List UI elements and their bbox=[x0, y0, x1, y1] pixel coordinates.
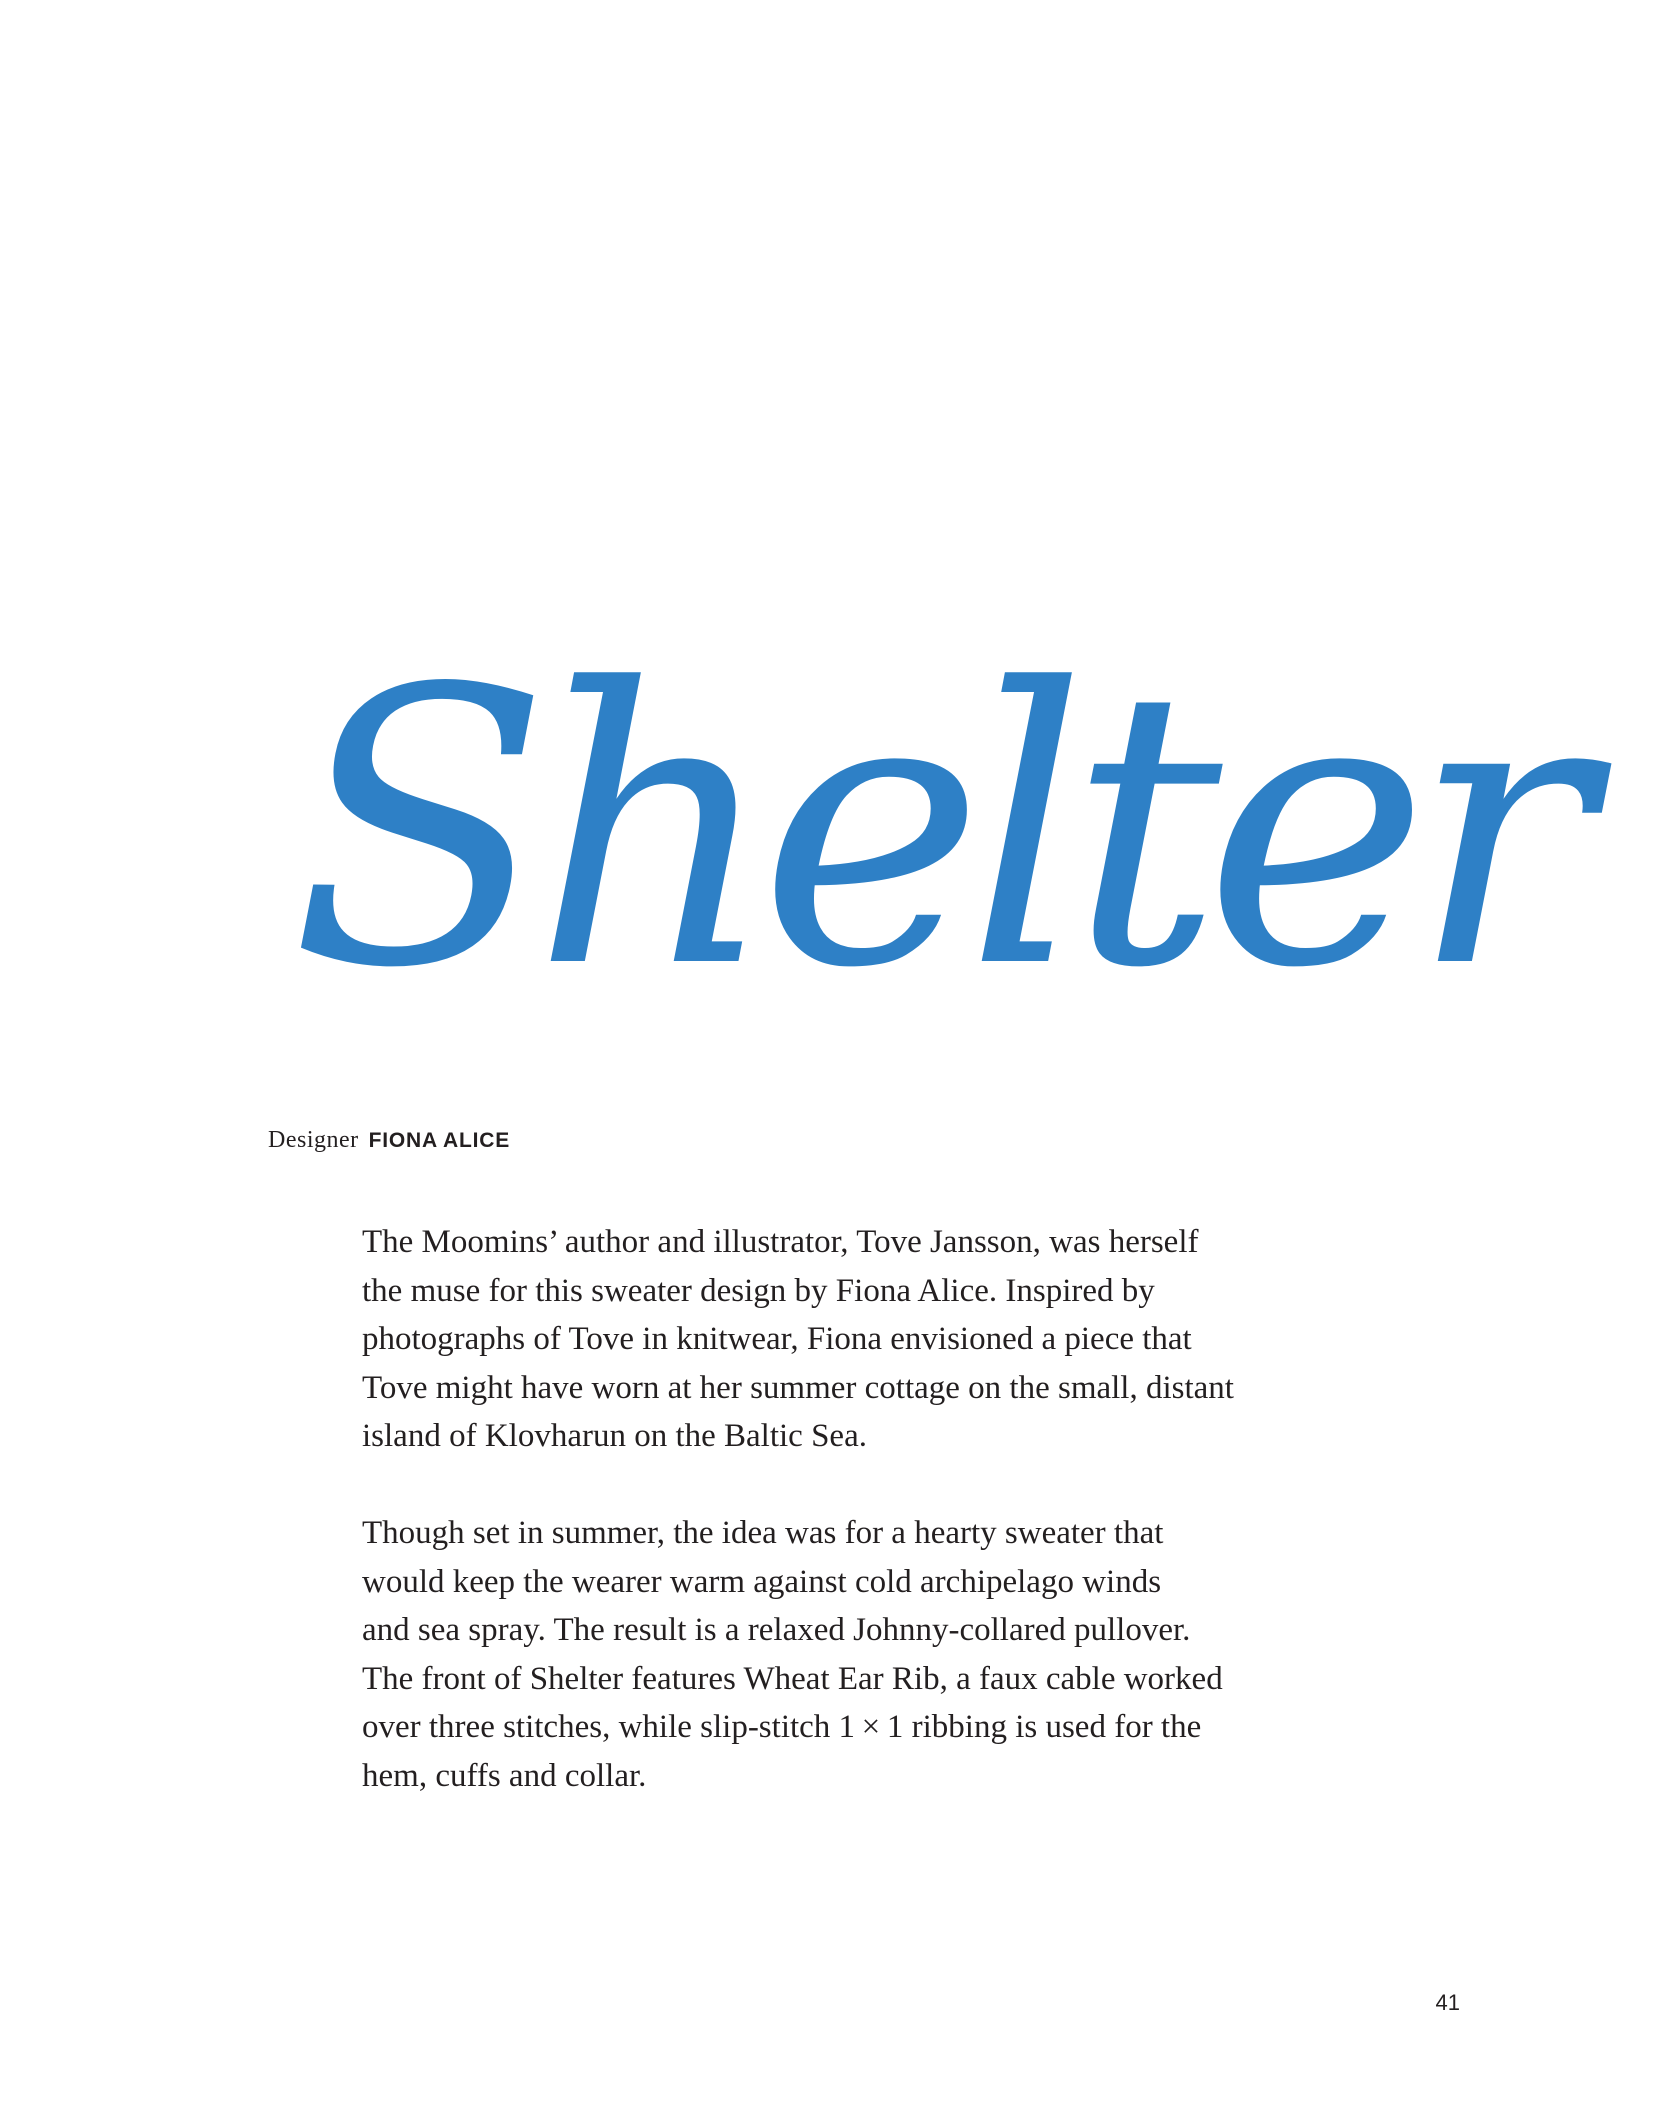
designer-label: Designer bbox=[268, 1127, 359, 1153]
body-line: the muse for this sweater design by Fiona Alice. Inspired by bbox=[362, 1272, 1155, 1309]
designer-credit bbox=[268, 1125, 510, 1156]
body-line: Tove might have worn at her summer cottage on the small, distant bbox=[362, 1369, 1234, 1406]
body-line: The Moomins’ author and illustrator, Tove Jansson, was herself bbox=[362, 1224, 1199, 1260]
body-paragraph-2 bbox=[362, 1509, 1342, 1800]
article-body bbox=[362, 1218, 1342, 1800]
body-paragraph-1 bbox=[362, 1218, 1342, 1461]
body-line: The front of Shelter features Wheat Ear Rib, a faux cable worked bbox=[362, 1660, 1223, 1697]
body-line: photographs of Tove in knitwear, Fiona envisioned a piece that bbox=[362, 1321, 1192, 1357]
body-line: island of Klovharun on the Baltic Sea. bbox=[362, 1418, 867, 1454]
body-line: over three stitches, while slip-stitch 1 × 1 ribbing is used for the bbox=[362, 1709, 1202, 1745]
body-line: Though set in summer, the idea was for a hearty sweater that bbox=[362, 1515, 1164, 1551]
article-title: Shelter bbox=[290, 608, 1575, 1051]
page-number: 41 bbox=[1435, 1990, 1460, 2015]
body-line: and sea spray. The result is a relaxed Johnny-collared pullover. bbox=[362, 1612, 1191, 1648]
body-line: hem, cuffs and collar. bbox=[362, 1757, 647, 1794]
designer-name: FIONA ALICE bbox=[368, 1129, 511, 1152]
body-line: would keep the wearer warm against cold archipelago winds bbox=[362, 1563, 1162, 1600]
